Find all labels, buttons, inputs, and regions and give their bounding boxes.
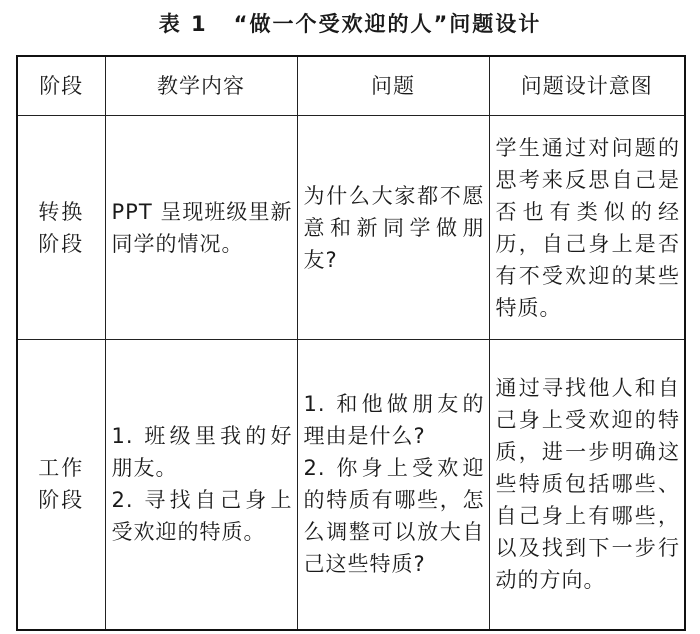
content-text: 1. 班级里我的好朋友。 bbox=[111, 424, 293, 481]
content-text: 2. 寻找自己身上受欢迎的特质。 bbox=[111, 488, 293, 545]
table-title: “做一个受欢迎的人”问题设计 bbox=[233, 12, 542, 36]
stage-cell bbox=[17, 116, 105, 340]
header-intent: 问题设计意图 bbox=[489, 56, 685, 116]
stage-cell bbox=[17, 340, 105, 630]
table-caption bbox=[0, 8, 700, 38]
intent-text: 学生通过对问题的思考来反思自己是否也有类似的经历，自己身上是否有不受欢迎的某些特质。 bbox=[495, 135, 680, 320]
header-stage: 阶段 bbox=[17, 56, 105, 116]
header-question: 问题 bbox=[297, 56, 489, 116]
question-cell bbox=[297, 116, 489, 340]
stage-text: 转换 bbox=[38, 199, 85, 224]
table-row bbox=[17, 340, 685, 630]
intent-text: 通过寻找他人和自己身上受欢迎的特质，进一步明确这些特质包括哪些、自己身上有哪些，以及找到下一步行动的方向。 bbox=[495, 376, 680, 593]
header-row bbox=[17, 56, 685, 116]
content-cell bbox=[105, 116, 297, 340]
question-text: 为什么大家都不愿意和新同学做朋友? bbox=[303, 183, 485, 272]
question-text: 1. 和他做朋友的理由是什么? bbox=[303, 392, 485, 449]
header-content: 教学内容 bbox=[105, 56, 297, 116]
intent-cell bbox=[489, 340, 685, 630]
stage-text: 阶段 bbox=[38, 231, 85, 256]
stage-text: 工作 bbox=[38, 456, 85, 481]
question-design-table bbox=[16, 55, 686, 631]
stage-text: 阶段 bbox=[38, 488, 85, 513]
table-row bbox=[17, 116, 685, 340]
content-text: PPT 呈现班级里新同学的情况。 bbox=[111, 199, 293, 256]
table-number: 表 1 bbox=[158, 12, 208, 36]
content-cell bbox=[105, 340, 297, 630]
intent-cell bbox=[489, 116, 685, 340]
question-cell bbox=[297, 340, 489, 630]
question-text: 2. 你身上受欢迎的特质有哪些，怎么调整可以放大自己这些特质? bbox=[303, 456, 485, 577]
